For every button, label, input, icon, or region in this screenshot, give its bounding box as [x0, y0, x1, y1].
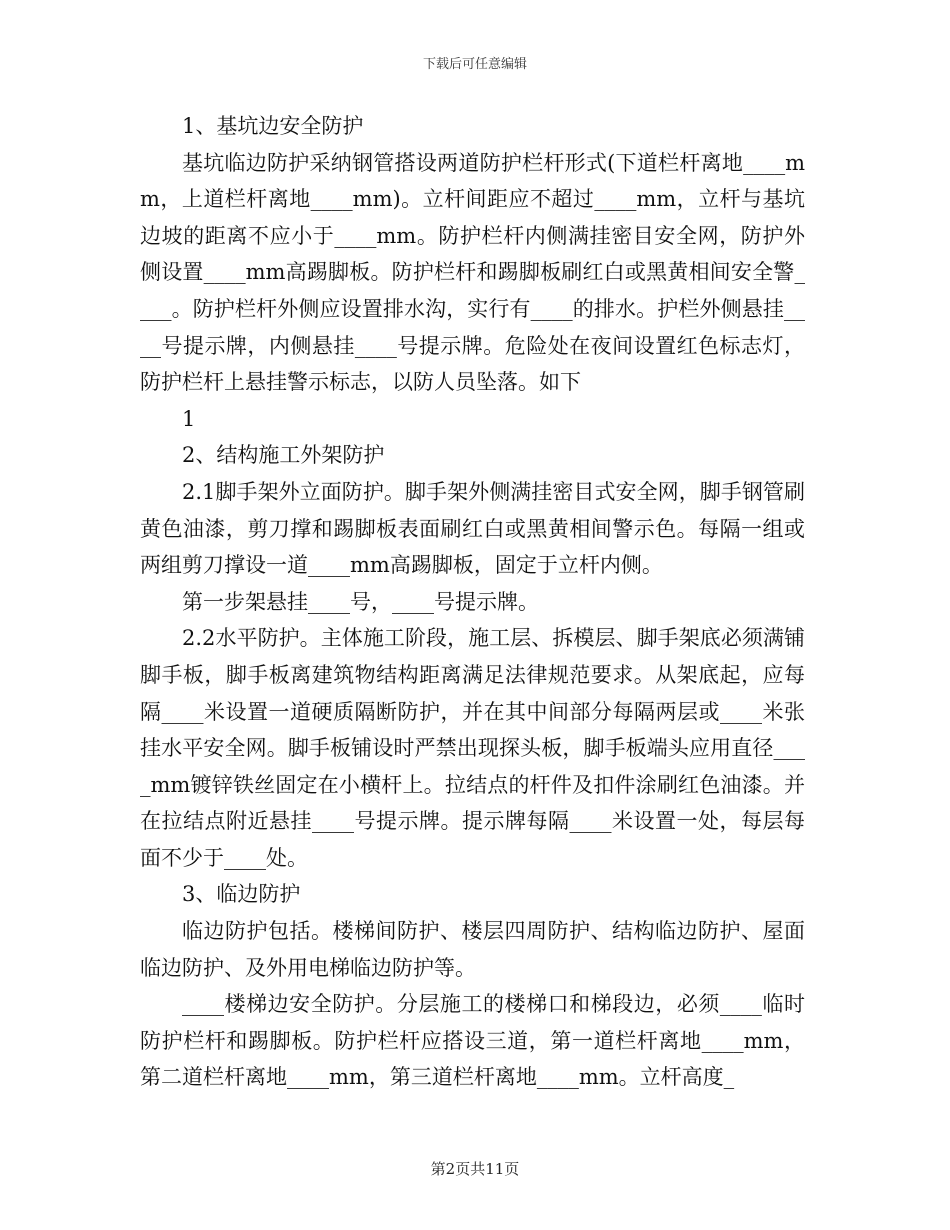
paragraph-edge-protection-scope: 临边防护包括。楼梯间防护、楼层四周防护、结构临边防护、屋面临边防护、及外用电梯临边防护等。: [140, 919, 805, 980]
paragraph-stair-edge-protection: ____楼梯边安全防护。分层施工的楼梯口和梯段边，必须____临时防护栏杆和踢脚板。防护栏杆应搭设三道，第一道栏杆离地____mm，第二道栏杆离地____mm，第三道栏杆离地____mm。立杆高度_: [140, 992, 805, 1090]
page-header-note: 下载后可任意编辑: [422, 57, 527, 72]
page-number: 第2页共11页: [430, 1160, 520, 1178]
section-heading-3: 3、临边防护: [182, 882, 301, 907]
paragraph-first-step-signs: 第一步架悬挂____号，____号提示牌。: [182, 589, 539, 614]
document-body: [140, 108, 805, 1096]
section-heading-2: 2、结构施工外架防护: [182, 443, 385, 468]
paragraph-figure-number: 1: [182, 406, 196, 431]
paragraph-horizontal-protection: 2.2水平防护。主体施工阶段，施工层、拆模层、脚手架底必须满铺脚手板，脚手板离建筑物结构距离满足法律规范要求。从架底起，应每隔____米设置一道硬质隔断防护，并在其中间部分每隔两层或____米张挂水平安全网。脚手板铺设时严禁出现探头板，脚手板端头应用直径____mm镀锌铁丝固定在小横杆上。拉结点的杆件及扣件涂刷红色油漆。并在拉结点附近悬挂____号提示牌。提示牌每隔____米设置一处，每层每面不少于____处。: [140, 626, 805, 870]
paragraph-scaffold-facade-protection: 2.1脚手架外立面防护。脚手架外侧满挂密目式安全网，脚手钢管刷黄色油漆，剪刀撑和踢脚板表面刷红白或黑黄相间警示色。每隔一组或两组剪刀撑设一道____mm高踢脚板，固定于立杆内侧。: [140, 479, 805, 578]
paragraph-foundation-pit-protection: 基坑临边防护采纳钢管搭设两道防护栏杆形式(下道栏杆离地____mm，上道栏杆离地____mm)。立杆间距应不超过____mm，立杆与基坑边坡的距离不应小于____mm。防护栏杆内侧满挂密目安全网，防护外侧设置____mm高踢脚板。防护栏杆和踢脚板刷红白或黑黄相间安全警____。防护栏杆外侧应设置排水沟，实行有____的排水。护栏外侧悬挂____号提示牌，内侧悬挂____号提示牌。危险处在夜间设置红色标志灯，防护栏杆上悬挂警示标志，以防人员坠落。如下: [140, 150, 805, 395]
section-heading-1: 1、基坑边安全防护: [182, 114, 364, 138]
